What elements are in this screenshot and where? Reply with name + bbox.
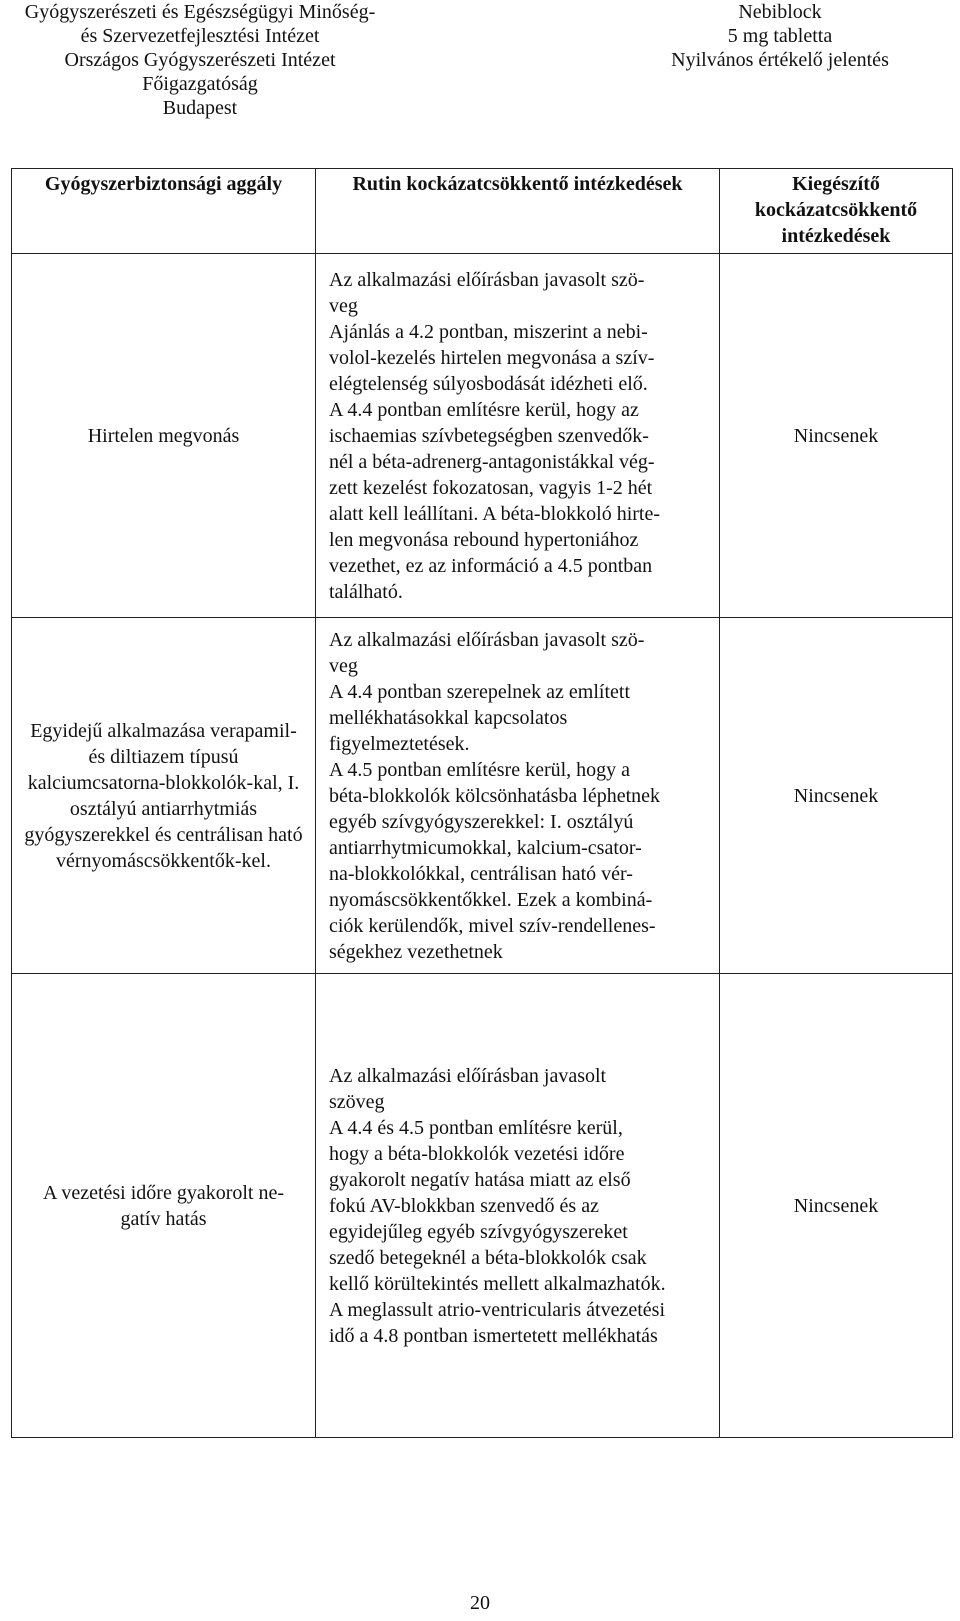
routine-measure-line: Az alkalmazási előírásban javasolt szö-	[329, 628, 645, 651]
routine-measure-line: len megvonása rebound hypertoniához	[329, 528, 639, 551]
routine-measure-line: alatt kell leállítani. A béta-blokkoló hirte-	[329, 502, 661, 525]
routine-measure-line: ségekhez vezethetnek	[329, 940, 503, 963]
routine-measure-line: A 4.4 és 4.5 pontban említésre kerül,	[329, 1116, 623, 1139]
routine-measure-line: Az alkalmazási előírásban javasolt szö-	[329, 268, 645, 291]
routine-measure-line: hogy a béta-blokkolók vezetési időre	[329, 1142, 625, 1165]
routine-measure-line: elégtelenség súlyosbodását idézheti elő.	[329, 372, 648, 395]
header-institution	[20, 0, 380, 120]
routine-measure-line: nyomáscsökkentőkkel. Ezek a kombiná-	[329, 888, 653, 911]
routine-measure-line: A 4.5 pontban említésre kerül, hogy a	[329, 758, 631, 781]
safety-concern-cell: Egyidejű alkalmazása verapamil- és diltiazem típusú kalciumcsatorna-blokkolók-kal, I. osztályú antiarrhytmiás gyógyszerekkel és centrálisan ható vérnyomáscsökkentők-kel.	[12, 618, 316, 974]
routine-measure-line: található.	[329, 580, 403, 603]
routine-measure-line: A 4.4 pontban szerepelnek az említett	[329, 680, 631, 703]
product-name: Nebiblock	[738, 1, 822, 23]
routine-measure-line: na-blokkolókkal, centrálisan ható vér-	[329, 862, 633, 885]
product-strength: 5 mg tabletta	[727, 25, 833, 47]
page-number: 20	[470, 1592, 490, 1614]
report-type: Nyilvános értékelő jelentés	[671, 49, 889, 71]
header-product	[620, 0, 940, 72]
routine-measure-line: A 4.4 pontban említésre kerül, hogy az	[329, 398, 639, 421]
additional-measures-cell: Nincsenek	[720, 254, 953, 618]
additional-measures-cell: Nincsenek	[720, 974, 953, 1438]
routine-measure-line: nél a béta-adrenerg-antagonistákkal vég-	[329, 450, 655, 473]
routine-measure-line: idő a 4.8 pontban ismertetett mellékhatás	[329, 1324, 658, 1347]
routine-measure-line: béta-blokkolók kölcsönhatásba léphetnek	[329, 784, 661, 807]
routine-measure-line: fokú AV-blokkban szenvedő és az	[329, 1194, 599, 1217]
routine-measure-line: egyéb szívgyógyszerekkel: I. osztályú	[329, 810, 634, 833]
safety-concern-cell: A vezetési időre gyakorolt ne-gatív hatás	[12, 974, 316, 1438]
header-institution-line: Budapest	[162, 97, 238, 119]
table-header-row	[12, 169, 953, 254]
routine-measure-line: Ajánlás a 4.2 pontban, miszerint a nebi-	[329, 320, 648, 343]
table-row	[12, 254, 953, 618]
header-routine-measures: Rutin kockázatcsökkentő intézkedések	[316, 169, 720, 254]
routine-measure-line: volol-kezelés hirtelen megvonása a szív-	[329, 346, 655, 369]
routine-measure-line: egyidejűleg egyéb szívgyógyszereket	[329, 1220, 628, 1243]
routine-measure-line: ischaemias szívbetegségben szenvedők-	[329, 424, 649, 447]
additional-measures-cell: Nincsenek	[720, 618, 953, 974]
routine-measure-line: veg	[329, 654, 358, 677]
routine-measure-line: Az alkalmazási előírásban javasolt	[329, 1064, 607, 1087]
routine-measure-line: figyelmeztetések.	[329, 732, 470, 755]
routine-measure-line: kellő körültekintés mellett alkalmazhatók.	[329, 1272, 666, 1295]
routine-measures-cell	[316, 254, 720, 618]
safety-concern-cell: Hirtelen megvonás	[12, 254, 316, 618]
table-row	[12, 974, 953, 1438]
routine-measure-line: A meglassult atrio-ventricularis átvezetési	[329, 1298, 665, 1321]
header-institution-line: és Szervezetfejlesztési Intézet	[80, 25, 320, 47]
routine-measure-line: mellékhatásokkal kapcsolatos	[329, 706, 568, 729]
routine-measures-cell	[316, 618, 720, 974]
routine-measures-cell	[316, 974, 720, 1438]
routine-measure-line: gyakorolt negatív hatása miatt az első	[329, 1168, 631, 1191]
routine-measure-line: vezethet, ez az információ a 4.5 pontban	[329, 554, 653, 577]
routine-measure-line: zett kezelést fokozatosan, vagyis 1-2 hét	[329, 476, 653, 499]
header-institution-line: Gyógyszerészeti és Egészségügyi Minőség-	[24, 1, 376, 23]
table-row	[12, 618, 953, 974]
routine-measure-line: antiarrhytmicumokkal, kalcium-csator-	[329, 836, 642, 859]
header-institution-line: Főigazgatóság	[142, 73, 258, 95]
routine-measure-line: szöveg	[329, 1090, 385, 1113]
routine-measure-line: veg	[329, 294, 358, 317]
header-institution-line: Országos Gyógyszerészeti Intézet	[64, 49, 336, 71]
routine-measure-line: szedő betegeknél a béta-blokkolók csak	[329, 1246, 647, 1269]
header-additional-measures: Kiegészítő kockázatcsökkentő intézkedések	[720, 169, 953, 254]
risk-measures-table	[11, 168, 953, 1438]
routine-measure-line: ciók kerülendők, mivel szív-rendellenes-	[329, 914, 656, 937]
header-safety-concern: Gyógyszerbiztonsági aggály	[12, 169, 316, 254]
